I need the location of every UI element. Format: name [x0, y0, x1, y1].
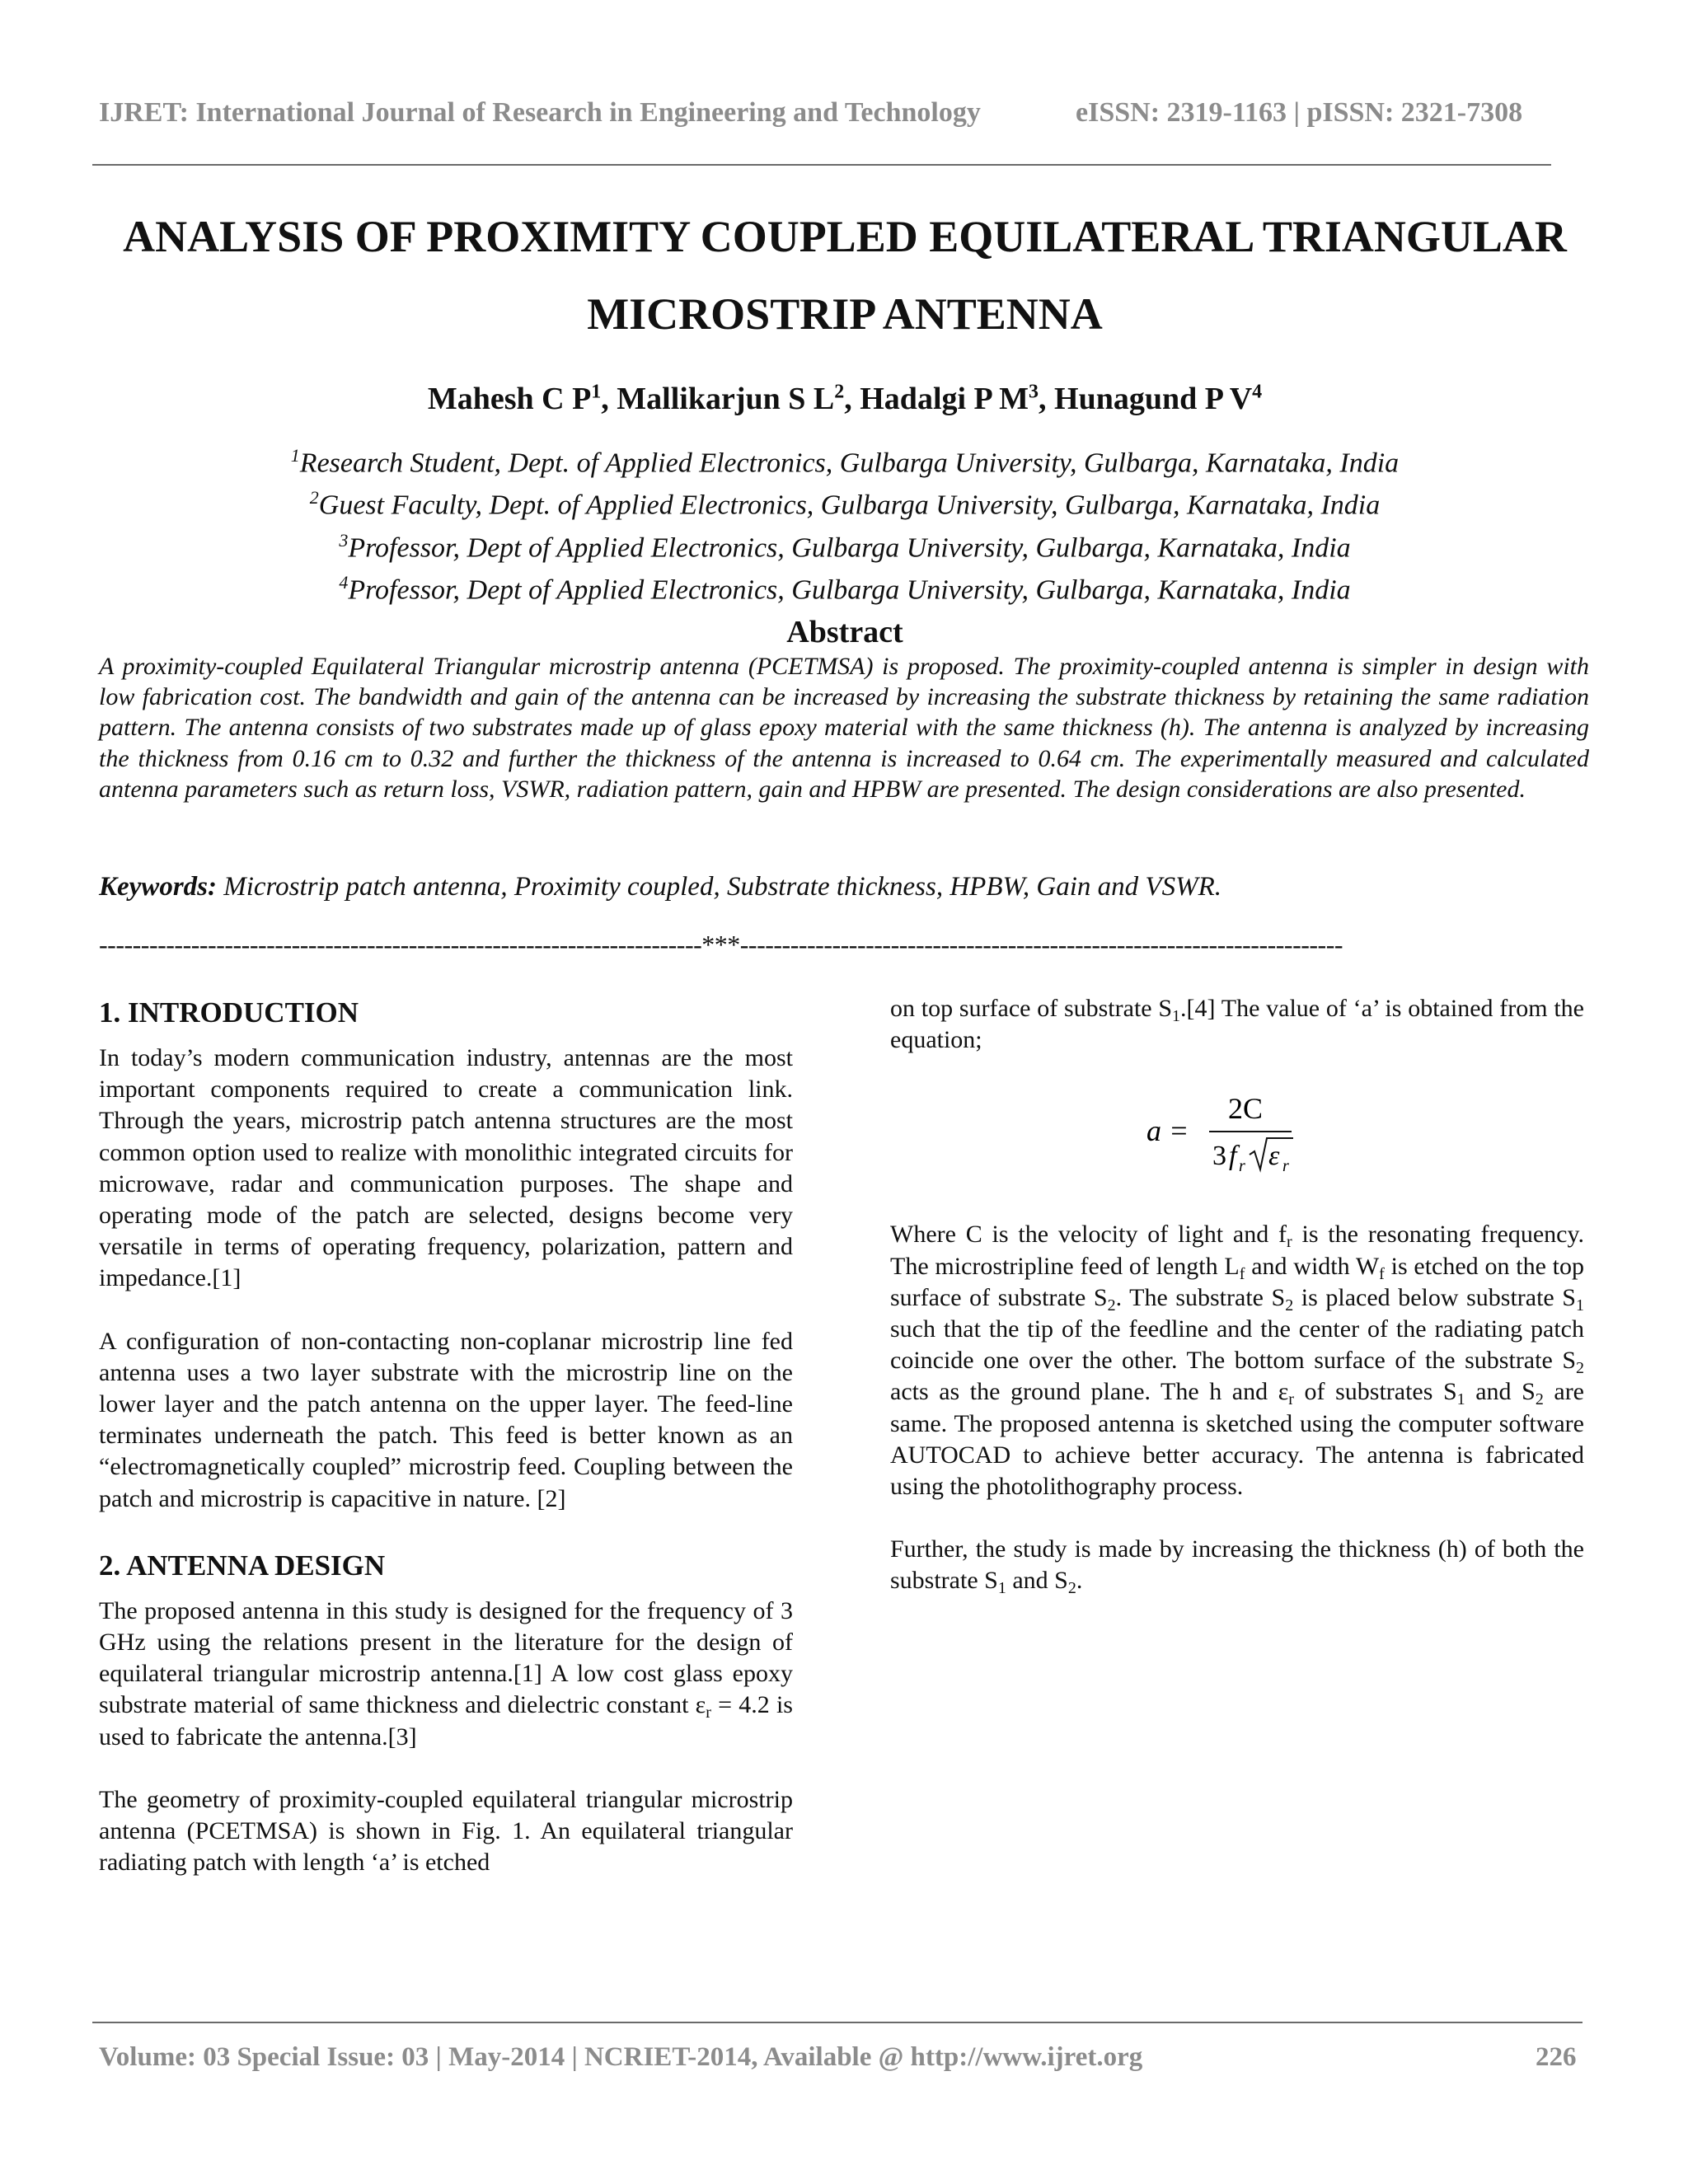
section-heading-introduction: 1. INTRODUCTION	[99, 996, 359, 1029]
text-run: .[4] The value of ‘a’ is obtained from the equation;	[890, 995, 1584, 1054]
author-list	[66, 381, 1624, 417]
author-name: Hadalgi P M	[860, 382, 1029, 416]
right-paragraph-3	[890, 1534, 1584, 1596]
author-name: Mallikarjun S L	[617, 382, 835, 416]
text-run: . The substrate S	[1115, 1283, 1286, 1311]
subscript: 2	[1535, 1390, 1544, 1409]
text-run: on top surface of substrate S	[890, 995, 1173, 1022]
author-sup: 4	[1252, 381, 1263, 403]
right-paragraph-2	[890, 1219, 1584, 1502]
subscript: r	[1288, 1390, 1294, 1409]
page-number: 226	[1536, 2042, 1577, 2072]
affiliation-text: Professor, Dept of Applied Electronics, Gulbarga University, Gulbarga, Karnataka, India	[348, 574, 1351, 606]
title-line-1: ANALYSIS OF PROXIMITY COUPLED EQUILATERAL TRIANGULAR	[123, 212, 1567, 261]
equation-lhs: a =	[1146, 1114, 1189, 1148]
subscript: 2	[1107, 1296, 1116, 1315]
subscript: 1	[1576, 1296, 1584, 1315]
equation-side-length	[890, 1079, 1584, 1178]
text-run: such that the tip of the feedline and the center of the radiating patch coincide one over the other. The bottom surface of the substrate S	[890, 1315, 1584, 1375]
author-sep: ,	[844, 382, 860, 416]
intro-paragraph-2: A configuration of non-contacting non-coplanar microstrip line fed antenna uses a two layer substrate with the microstrip line on the lower layer and the patch antenna on the upper layer. The feed-line terminates underneath the patch. This feed is better known as an “electromagnetically coupled” microstrip feed. Coupling between the patch and microstrip is capacitive in nature. [2]	[99, 1327, 793, 1512]
equation-denominator-f: f	[1229, 1141, 1237, 1172]
subscript: 1	[1172, 1007, 1181, 1025]
affiliation	[66, 480, 1624, 523]
text-run: Where C is the velocity of light and f	[890, 1221, 1287, 1249]
section-divider: ------------------------------------------------------------------------***------------------------------------------------------------------------	[99, 930, 1343, 959]
left-column	[99, 993, 793, 1910]
equation-eps-subscript: r	[1282, 1157, 1289, 1176]
text-run: and width W	[1245, 1252, 1380, 1280]
text-run: acts as the ground plane. The h and ε	[890, 1378, 1289, 1406]
intro-paragraph-1: In today’s modern communication industry, antennas are the most important components required to create a communication link. Through the years, microstrip patch antenna structures are the most common option used to realize with monolithic integrated circuits for microwave, radar and communication purposes. The shape and operating mode of the patch are selected, designs become very versatile in terms of operating frequency, polarization, pattern and impedance.[1]	[99, 1044, 793, 1292]
author-name: Mahesh C P	[427, 382, 592, 416]
affiliation	[66, 565, 1624, 607]
subscript: r	[706, 1704, 711, 1722]
design-paragraph-2: The geometry of proximity-coupled equilateral triangular microstrip antenna (PCETMSA) is shown in Fig. 1. An equilateral triangular radiating patch with length ‘a’ is etched	[99, 1785, 793, 1877]
text-run: is the resonating frequency. The microstripline feed of length L	[890, 1221, 1585, 1280]
text-run: = 4.2 is used to fabricate the antenna.[3]	[99, 1691, 793, 1750]
text-run: are same. The proposed antenna is sketched using the computer software AUTOCAD to achieve better accuracy. The antenna is fabricated using the photolithography process.	[890, 1378, 1585, 1501]
affiliation	[66, 438, 1624, 480]
affiliation-sup: 4	[339, 571, 349, 593]
author-name: Hunagund P V	[1054, 382, 1253, 416]
equation-graphic	[1130, 1079, 1344, 1178]
abstract-text: A proximity-coupled Equilateral Triangular microstrip antenna (PCETMSA) is proposed. The proximity-coupled antenna is simpler in design with low fabrication cost. The bandwidth and gain of the antenna can be increased by increasing the substrate thickness by retaining the same radiation pattern. The antenna consists of two substrates made up of glass epoxy material with the same thickness (h). The antenna is analyzed by increasing the thickness from 0.16 cm to 0.32 and further the thickness of the antenna is increased to 0.64 cm. The experimentally measured and calculated antenna parameters such as return loss, VSWR, radiation pattern, gain and HPBW are presented. The design considerations are also presented.	[99, 653, 1589, 803]
subscript: f	[1239, 1264, 1245, 1283]
right-column	[890, 993, 1584, 1629]
title-line-2: MICROSTRIP ANTENNA	[587, 289, 1103, 339]
keywords-label: Keywords:	[99, 872, 217, 902]
text-run: is etched on the top surface of substrate S	[890, 1252, 1584, 1311]
author-sup: 1	[591, 381, 602, 403]
text-run: .	[1076, 1567, 1083, 1595]
text-run: The proposed antenna in this study is designed for the frequency of 3 GHz using the relations present in the literature for the design of equilateral triangular microstrip antenna.[1] A low cost glass epoxy substrate material of same thickness and dielectric constant ε	[99, 1596, 793, 1719]
keywords-text: Microstrip patch antenna, Proximity coupled, Substrate thickness, HPBW, Gain and VSWR.	[217, 872, 1221, 902]
subscript: 2	[1576, 1359, 1584, 1378]
text-run: and S	[1006, 1567, 1068, 1595]
footer-citation: Volume: 03 Special Issue: 03 | May-2014 | NCRIET-2014, Available @ http://www.ijret.org	[99, 2042, 1143, 2072]
subscript: f	[1379, 1264, 1385, 1283]
abstract-heading: Abstract	[786, 615, 903, 649]
author-sup: 2	[834, 381, 845, 403]
text-run: is placed below substrate S	[1293, 1283, 1576, 1311]
text-run: Further, the study is made by increasing the thickness (h) of both the substrate S	[890, 1535, 1584, 1595]
journal-header: IJRET: International Journal of Research in Engineering and Technology	[99, 97, 981, 128]
subscript: 2	[1067, 1579, 1076, 1598]
affiliation-text: Professor, Dept of Applied Electronics, Gulbarga University, Gulbarga, Karnataka, India	[348, 532, 1351, 563]
right-paragraph-1	[890, 993, 1584, 1056]
issn-header: eISSN: 2319-1163 | pISSN: 2321-7308	[1076, 97, 1523, 128]
header-rule	[92, 164, 1551, 166]
affiliation-sup: 2	[309, 487, 319, 509]
author-sep: ,	[601, 382, 617, 416]
author-sep: ,	[1039, 382, 1055, 416]
affiliation	[66, 523, 1624, 565]
author-sup: 3	[1029, 381, 1039, 403]
equation-denominator-coef: 3	[1212, 1141, 1226, 1172]
subscript: 1	[1456, 1390, 1465, 1409]
equation-f-subscript: r	[1239, 1157, 1245, 1176]
design-paragraph-1	[99, 1596, 793, 1753]
subscript: 1	[997, 1579, 1006, 1598]
equation-denominator-eps: ε	[1268, 1141, 1280, 1172]
affiliation-text: Guest Faculty, Dept. of Applied Electronics, Gulbarga University, Gulbarga, Karnataka, India	[318, 490, 1381, 521]
paper-title	[66, 198, 1624, 353]
section-heading-antenna-design: 2. ANTENNA DESIGN	[99, 1549, 386, 1582]
subscript: 2	[1285, 1296, 1294, 1315]
text-run: of substrates S	[1293, 1378, 1457, 1406]
affiliation-text: Research Student, Dept. of Applied Electronics, Gulbarga University, Gulbarga, Karnataka, India	[299, 448, 1400, 479]
footer-rule	[92, 2022, 1582, 2023]
subscript: r	[1287, 1233, 1292, 1252]
keywords	[99, 872, 1589, 902]
affiliation-list	[66, 438, 1624, 607]
affiliation-sup: 3	[339, 529, 349, 551]
affiliation-sup: 1	[290, 445, 300, 466]
text-run: and S	[1465, 1378, 1536, 1406]
equation-numerator: 2C	[1227, 1092, 1264, 1126]
